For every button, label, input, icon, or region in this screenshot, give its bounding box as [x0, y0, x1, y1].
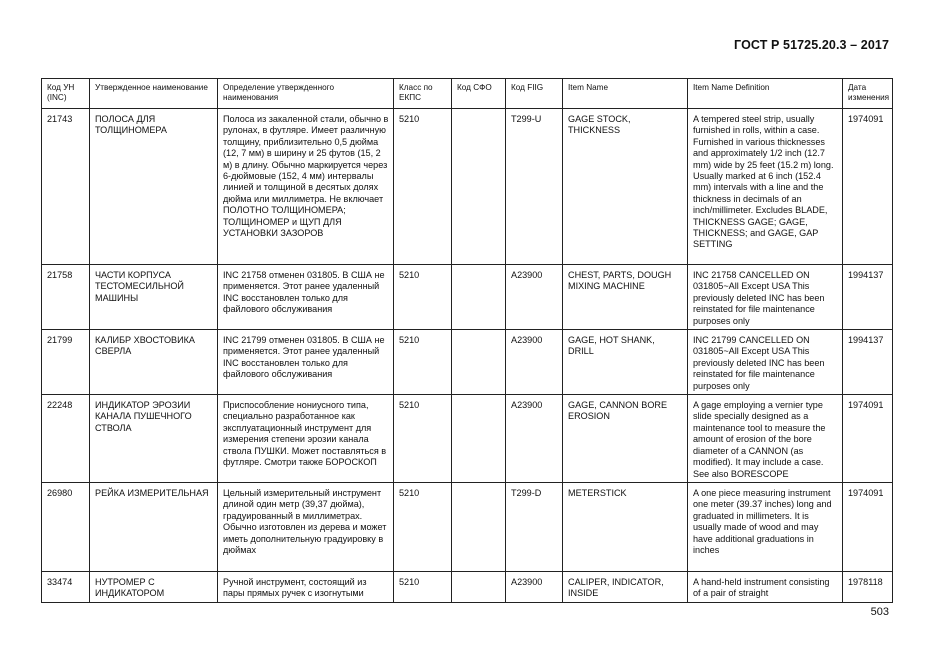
col-header-item-name-definition: Item Name Definition	[688, 79, 843, 109]
col-header-definition: Определение утвержденного наименования	[218, 79, 394, 109]
col-header-inc: Код УН (INC)	[42, 79, 90, 109]
cell-approved-name: ЧАСТИ КОРПУСА ТЕСТОМЕСИЛЬНОЙ МАШИНЫ	[90, 265, 218, 330]
cell-fiig-code: A23900	[506, 330, 563, 395]
cell-item-name-definition: A hand-held instrument consisting of a pair of straight	[688, 571, 843, 602]
cell-sfo-code	[452, 571, 506, 602]
cell-change-date: 1994137	[843, 330, 893, 395]
cell-inc: 33474	[42, 571, 90, 602]
cell-sfo-code	[452, 109, 506, 265]
cell-change-date: 1974091	[843, 109, 893, 265]
table-row	[42, 265, 893, 330]
cell-sfo-code	[452, 265, 506, 330]
cell-ekps-class: 5210	[394, 109, 452, 265]
cell-change-date: 1978118	[843, 571, 893, 602]
cell-ekps-class: 5210	[394, 265, 452, 330]
table-row	[42, 571, 893, 602]
cell-definition: Цельный измерительный инструмент длиной один метр (39,37 дюйма), градуированный в миллиметрах. Обычно изготовлен из дерева и может иметь дополнительную градуировку в дюймах	[218, 482, 394, 571]
cell-change-date: 1974091	[843, 395, 893, 483]
cell-definition: Полоса из закаленной стали, обычно в рулонах, в футляре. Имеет различную толщину, приблизительно 0,5 дюйма (12, 7 мм) в ширину и 25 футов (15, 2 м) в длину. Обычно маркируется через 6-дюймовые (152, 4 мм) интервалы линией и толщиной в десятых долях дюйма или миллиметра. Не включает ПОЛОТНО ТОЛЩИНОМЕРА; ТОЛЩИНОМЕР и ЩУП ДЛЯ УСТАНОВКИ ЗАЗОРОВ	[218, 109, 394, 265]
cell-approved-name: ИНДИКАТОР ЭРОЗИИ КАНАЛА ПУШЕЧНОГО СТВОЛА	[90, 395, 218, 483]
col-header-sfo-code: Код СФО	[452, 79, 506, 109]
cell-item-name: CHEST, PARTS, DOUGH MIXING MACHINE	[563, 265, 688, 330]
col-header-ekps-class: Класс по ЕКПС	[394, 79, 452, 109]
cell-approved-name: ПОЛОСА ДЛЯ ТОЛЩИНОМЕРА	[90, 109, 218, 265]
cell-ekps-class: 5210	[394, 571, 452, 602]
cell-definition: Ручной инструмент, состоящий из пары прямых ручек с изогнутыми	[218, 571, 394, 602]
cell-inc: 21743	[42, 109, 90, 265]
cell-fiig-code: T299-U	[506, 109, 563, 265]
cell-item-name: GAGE, CANNON BORE EROSION	[563, 395, 688, 483]
cell-fiig-code: A23900	[506, 265, 563, 330]
cell-sfo-code	[452, 330, 506, 395]
col-header-change-date: Дата изменения	[843, 79, 893, 109]
cell-inc: 21799	[42, 330, 90, 395]
cell-definition: INC 21758 отменен 031805. В США не применяется. Этот ранее удаленный INC восстановлен только для файлового обслуживания	[218, 265, 394, 330]
table-header-row	[42, 79, 893, 109]
col-header-item-name: Item Name	[563, 79, 688, 109]
cell-ekps-class: 5210	[394, 482, 452, 571]
cell-approved-name: КАЛИБР ХВОСТОВИКА СВЕРЛА	[90, 330, 218, 395]
cell-definition: Приспособление нониусного типа, специально разработанное как эксплуатационный инструмент для измерения степени эрозии канала ствола ПУШКИ. Может поставляться в футляре. Смотри также БОРОСКОП	[218, 395, 394, 483]
col-header-fiig-code: Код FIIG	[506, 79, 563, 109]
cell-item-name-definition: A one piece measuring instrument one meter (39.37 inches) long and graduated in millimeters. It is usually made of wood and may have additional graduations in inches	[688, 482, 843, 571]
cell-inc: 21758	[42, 265, 90, 330]
cell-change-date: 1994137	[843, 265, 893, 330]
cell-item-name: GAGE, HOT SHANK, DRILL	[563, 330, 688, 395]
nomenclature-table	[41, 78, 893, 603]
cell-fiig-code: A23900	[506, 395, 563, 483]
page-number: 503	[870, 606, 889, 618]
cell-sfo-code	[452, 482, 506, 571]
cell-sfo-code	[452, 395, 506, 483]
cell-definition: INC 21799 отменен 031805. В США не применяется. Этот ранее удаленный INC восстановлен только для файлового обслуживания	[218, 330, 394, 395]
cell-inc: 22248	[42, 395, 90, 483]
cell-ekps-class: 5210	[394, 330, 452, 395]
cell-item-name: METERSTICK	[563, 482, 688, 571]
cell-item-name-definition: INC 21758 CANCELLED ON 031805~All Except USA This previously deleted INC has been reinstated for file maintenance purposes only	[688, 265, 843, 330]
cell-ekps-class: 5210	[394, 395, 452, 483]
cell-fiig-code: T299-D	[506, 482, 563, 571]
cell-approved-name: НУТРОМЕР С ИНДИКАТОРОМ	[90, 571, 218, 602]
cell-item-name-definition: A tempered steel strip, usually furnished in rolls, within a case. Furnished in various thicknesses and approximately 1/2 inch (12.7 mm) wide by 25 feet (15.2 m) long. Usually marked at 6 inch (152.4 mm) intervals with a line and the thickness in decimals of an inch/millimeter. Excludes BLADE, THICKNESS GAGE; GAGE, THICKNESS; and GAGE, GAP SETTING	[688, 109, 843, 265]
table-row	[42, 482, 893, 571]
cell-approved-name: РЕЙКА ИЗМЕРИТЕЛЬНАЯ	[90, 482, 218, 571]
cell-fiig-code: A23900	[506, 571, 563, 602]
table-row	[42, 109, 893, 265]
cell-item-name-definition: INC 21799 CANCELLED ON 031805~All Except USA This previously deleted INC has been reinstated for file maintenance purposes only	[688, 330, 843, 395]
table-row	[42, 330, 893, 395]
cell-inc: 26980	[42, 482, 90, 571]
cell-item-name-definition: A gage employing a vernier type slide specially designed as a maintenance tool to measure the amount of erosion of the bore diameter of a CANNON (as modified). It may include a case. See also BORESCOPE	[688, 395, 843, 483]
col-header-approved-name: Утвержденное наименование	[90, 79, 218, 109]
cell-item-name: GAGE STOCK, THICKNESS	[563, 109, 688, 265]
cell-item-name: CALIPER, INDICATOR, INSIDE	[563, 571, 688, 602]
table-row	[42, 395, 893, 483]
cell-change-date: 1974091	[843, 482, 893, 571]
document-header-title: ГОСТ Р 51725.20.3 – 2017	[734, 38, 889, 52]
